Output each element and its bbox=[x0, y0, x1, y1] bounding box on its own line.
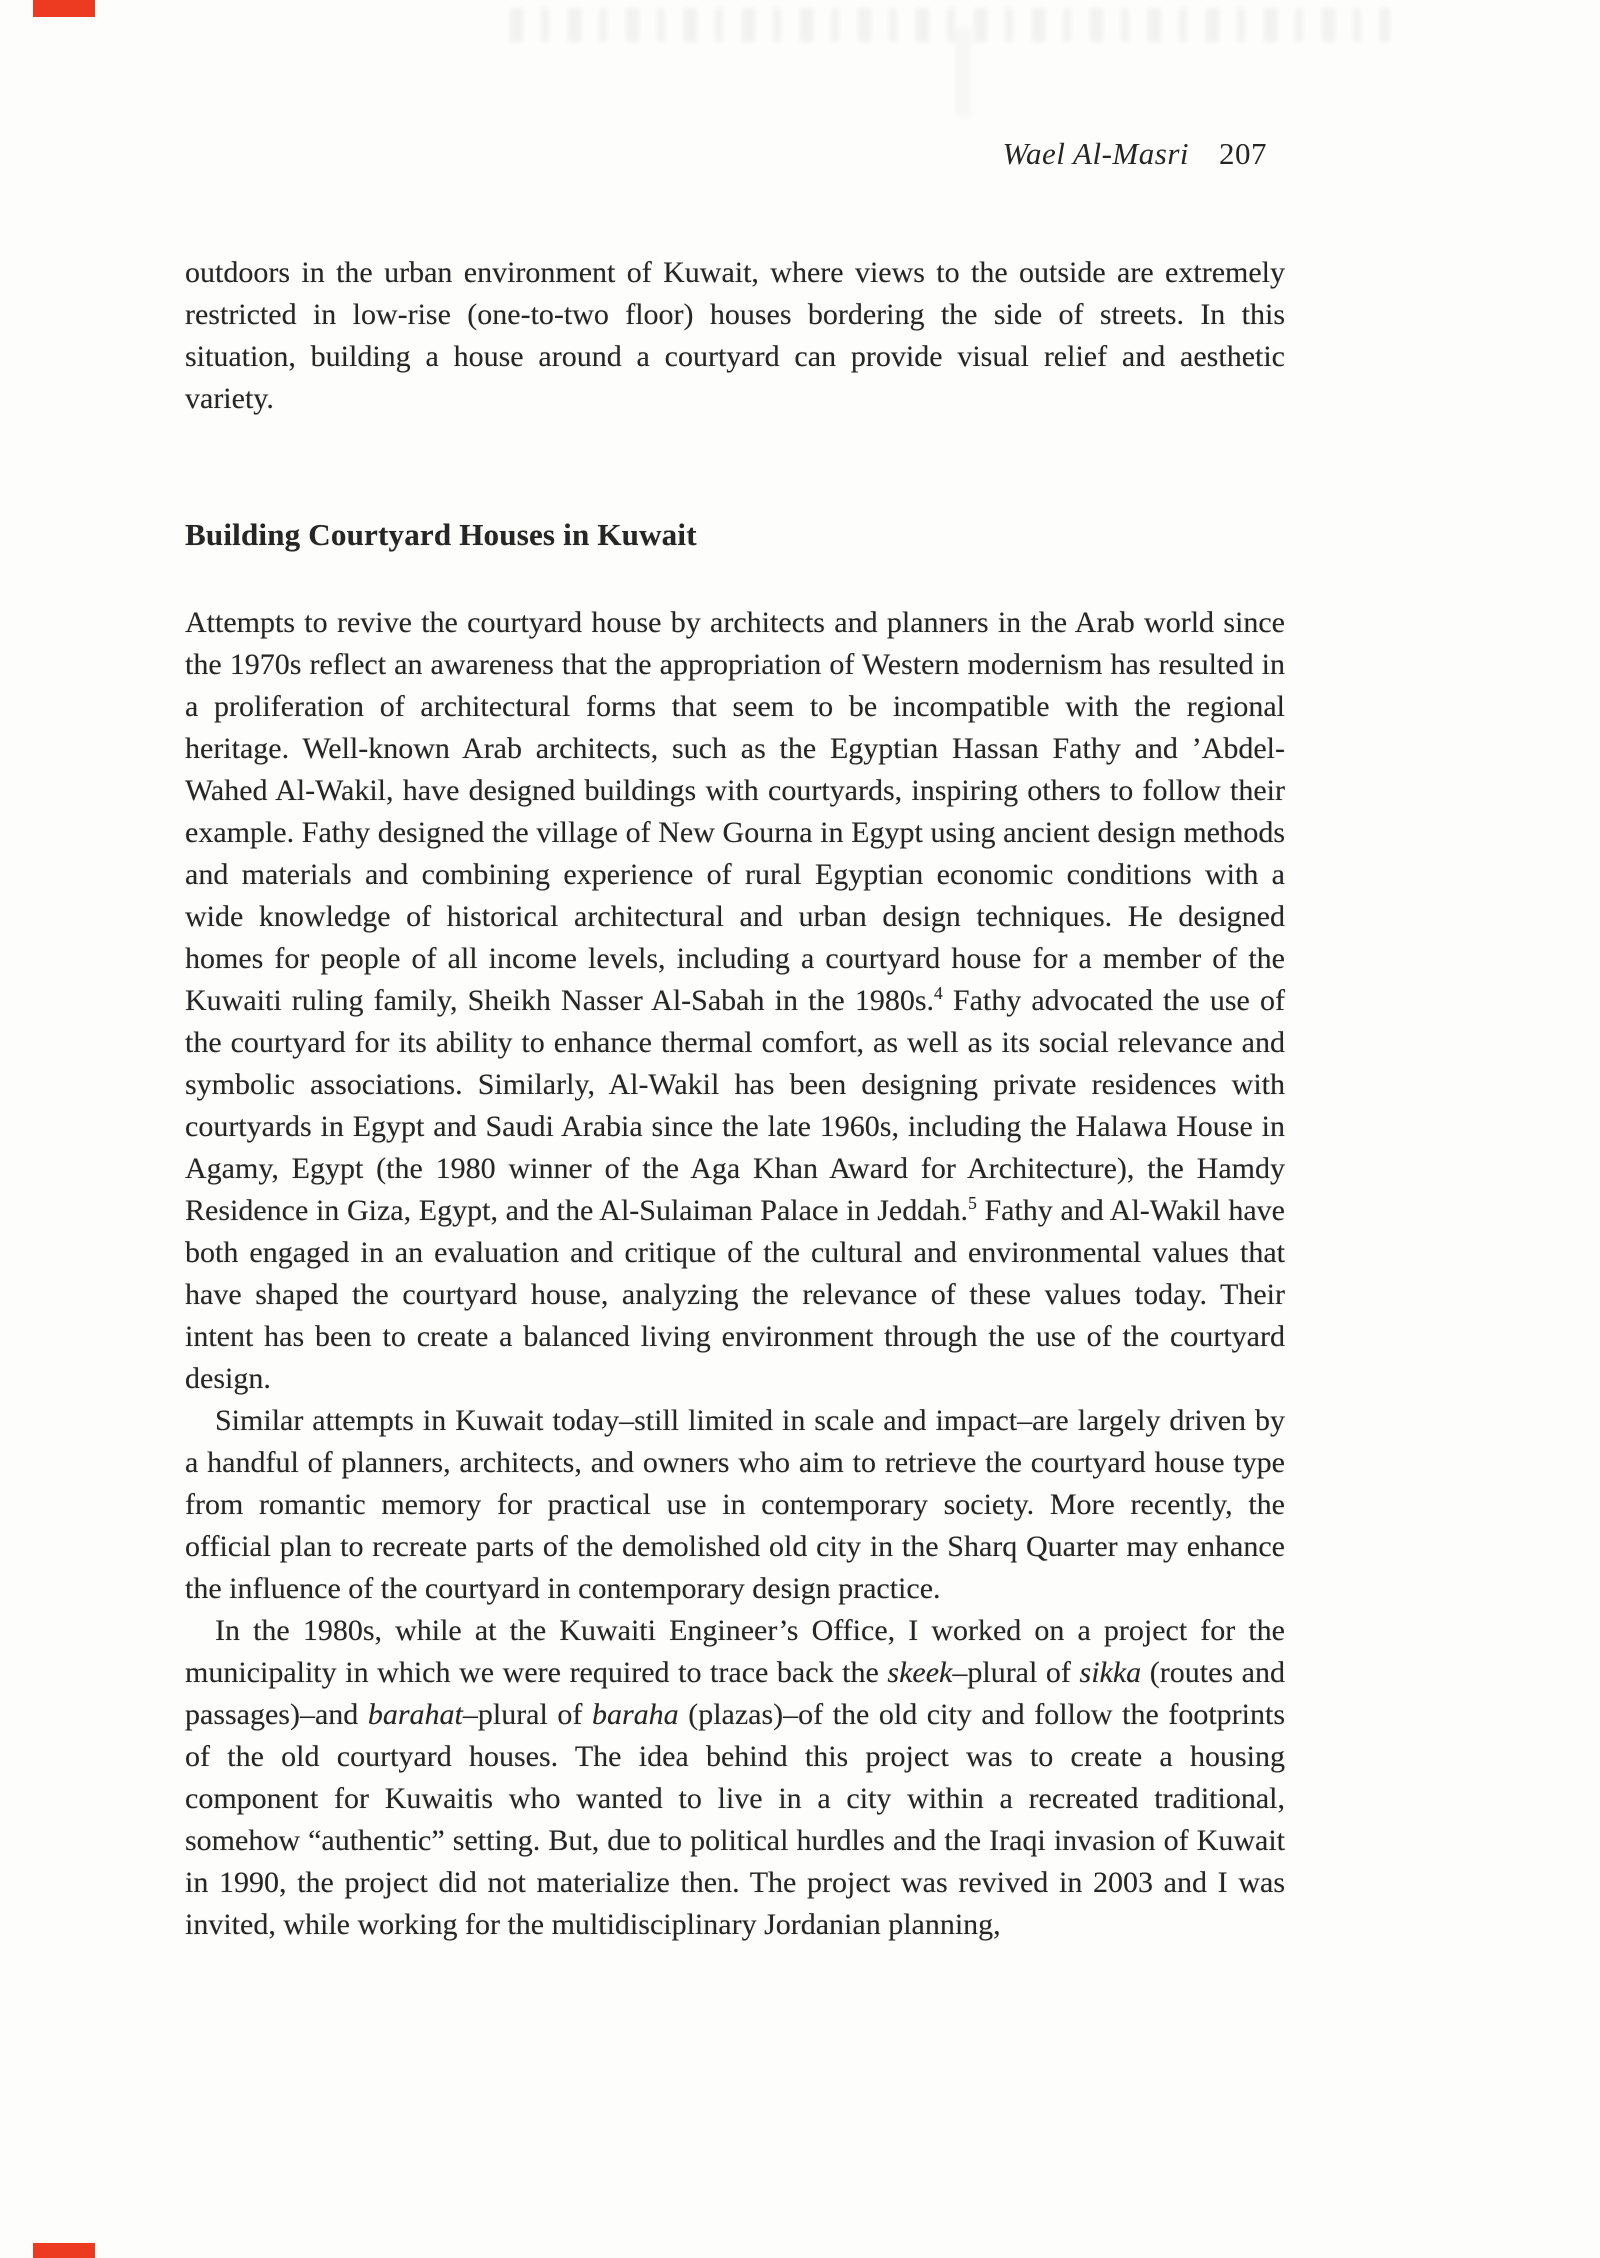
registration-mark-top bbox=[33, 0, 95, 17]
running-header bbox=[185, 136, 1285, 172]
page-number: 207 bbox=[1219, 136, 1267, 171]
running-header-author: Wael Al-Masri bbox=[1002, 136, 1189, 171]
bleed-through-artifact bbox=[510, 8, 1390, 42]
scan-smudge-artifact bbox=[955, 28, 971, 116]
paragraph-attempts-to-revive: Attempts to revive the courtyard house by architects and planners in the Arab world since the 1970s reflect an awareness that the appropriation of Western modernism has resulted in a proliferation of architectural forms that seem to be incompatible with the regional heritage. Well-known Arab architects, such as the Egyptian Hassan Fathy and ’Abdel-Wahed Al-Wakil, have designed buildings with courtyards, inspiring others to follow their example. Fathy designed the village of New Gourna in Egypt using ancient design methods and materials and combining experience of rural Egyptian economic conditions with a wide knowledge of historical architectural and urban design techniques. He designed homes for people of all income levels, including a courtyard house for a member of the Kuwaiti ruling family, Sheikh Nasser Al-Sabah in the 1980s.$^4$ Fathy advocated the use of the courtyard for its ability to enhance thermal comfort, as well as its social relevance and symbolic associations. Similarly, Al-Wakil has been designing private residences with courtyards in Egypt and Saudi Arabia since the late 1960s, including the Halawa House in Agamy, Egypt (the 1980 winner of the Aga Khan Award for Architecture), the Hamdy Residence in Giza, Egypt, and the Al-Sulaiman Palace in Jeddah.$^5$ Fathy and Al-Wakil have both engaged in an evaluation and critique of the cultural and environmental values that have shaped the courtyard house, analyzing the relevance of these values today. Their intent has been to create a balanced living environment through the use of the courtyard design. bbox=[185, 606, 1285, 1395]
paragraph-similar-attempts: Similar attempts in Kuwait today–still limited in scale and impact–are largely driven by a handful of planners, architects, and owners who aim to retrieve the courtyard house type from romantic memory for practical use in contemporary society. More recently, the official plan to recreate parts of the demolished old city in the Sharq Quarter may enhance the influence of the courtyard in contemporary design practice. bbox=[185, 1404, 1285, 1605]
body-text bbox=[185, 602, 1285, 1946]
intro-paragraph: outdoors in the urban environment of Kuwait, where views to the outside are extremely restricted in low-rise (one-to-two floor) houses bordering the side of streets. In this situation, building a house around a courtyard can provide visual relief and aesthetic variety. bbox=[185, 256, 1285, 415]
registration-mark-bottom bbox=[33, 2243, 95, 2258]
paragraph-in-the-1980s: In the 1980s, while at the Kuwaiti Engineer’s Office, I worked on a project for the municipality in which we were required to trace back the skeek–plural of sikka (routes and passages)–and barahat–plural of baraha (plazas)–of the old city and follow the footprints of the old courtyard houses. The idea behind this project was to create a housing component for Kuwaitis who wanted to live in a city within a recreated traditional, somehow “authentic” setting. But, due to political hurdles and the Iraqi invasion of Kuwait in 1990, the project did not materialize then. The project was revived in 2003 and I was invited, while working for the multidisciplinary Jordanian planning, bbox=[185, 1614, 1285, 1941]
section-heading: Building Courtyard Houses in Kuwait bbox=[185, 517, 697, 552]
